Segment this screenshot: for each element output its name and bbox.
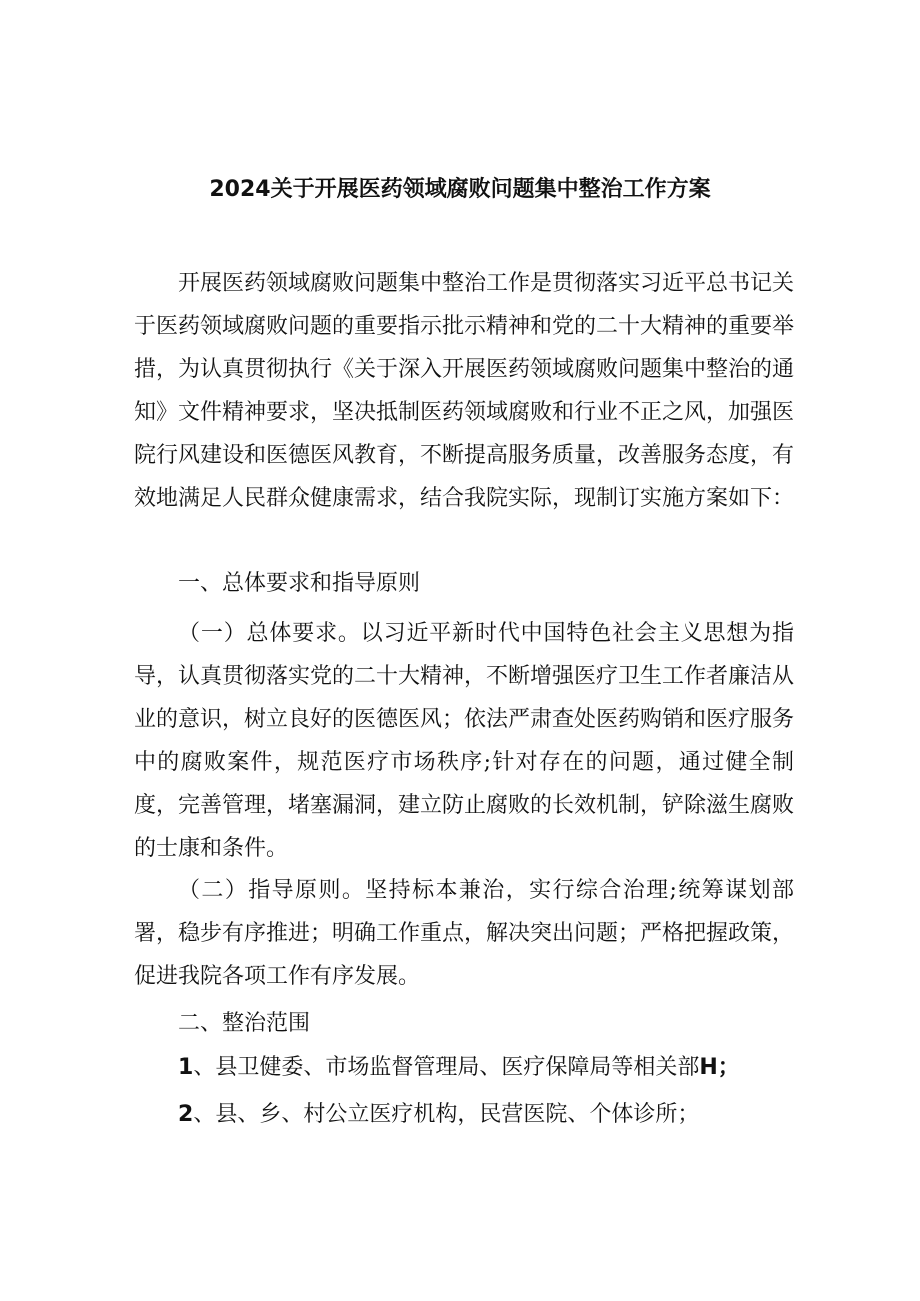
list-item-number: 1 xyxy=(178,1055,194,1080)
general-requirements-paragraph: （一）总体要求。以习近平新时代中国特色社会主义思想为指导，认真贯彻落实党的二十大精神，不断增强医疗卫生工作者廉洁从业的意识，树立良好的医德医风；依法严肃查处医药购销和医疗服务中的腐败案件，规范医疗市场秩序;针对存在的问题，通过健全制度，完善管理，堵塞漏洞，建立防止腐败的长效机制，铲除滋生腐败的士康和条件。 xyxy=(134,621,795,861)
section-heading-scope: 二、整治范围 xyxy=(178,1011,311,1036)
list-item-text: 、县卫健委、市场监督管理局、医疗保障局等相关部 xyxy=(193,1055,700,1080)
guiding-principles-paragraph: （二）指导原则。坚持标本兼治，实行综合治理;统筹谋划部署，稳步有序推进；明确工作重点，解决突出问题；严格把握政策，促进我院各项工作有序发展。 xyxy=(134,878,795,989)
list-item xyxy=(178,1050,798,1086)
list-item-number: 2 xyxy=(178,1102,194,1127)
list-item-text: 、县、乡、村公立医疗机构，民营医院、个体诊所； xyxy=(193,1102,700,1127)
intro-paragraph: 开展医药领域腐败问题集中整治工作是贯彻落实习近平总书记关于医药领域腐败问题的重要指示批示精神和党的二十大精神的重要举措，为认真贯彻执行《关于深入开展医药领域腐败问题集中整治的通知》文件精神要求，坚决抵制医药领域腐败和行业不正之风，加强医院行风建设和医德医风教育，不断提高服务质量，改善服务态度，有效地满足人民群众健康需求，结合我院实际，现制订实施方案如下： xyxy=(134,271,795,511)
list-item-tail: H； xyxy=(699,1055,740,1080)
document-title: 2024关于开展医药领域腐败问题集中整治工作方案 xyxy=(209,177,711,202)
list-item xyxy=(178,1097,798,1133)
section-heading-general-requirements: 一、总体要求和指导原则 xyxy=(178,571,421,596)
